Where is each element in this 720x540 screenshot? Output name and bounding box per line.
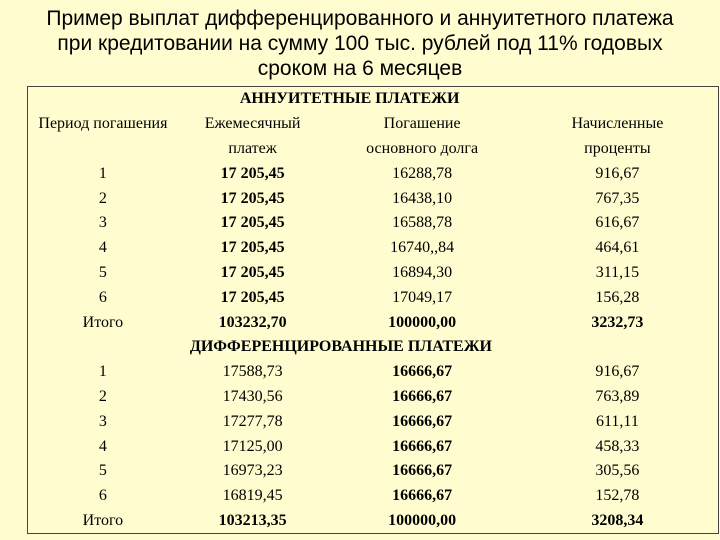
differentiated-period-cell: 5: [98, 462, 107, 480]
slide-title: [0, 6, 720, 81]
annuity-payment-cell: 17 205,45: [220, 288, 285, 306]
payments-table: [27, 86, 719, 534]
annuity-interest-cell: 767,35: [595, 189, 640, 207]
annuity-principal-cell: 17049,17: [392, 288, 453, 306]
differentiated-period-cell: 1: [98, 363, 107, 381]
header-principal-2: основного долга: [366, 139, 479, 157]
header-interest-2: проценты: [584, 139, 651, 157]
differentiated-total-row: [28, 509, 719, 534]
annuity-period-cell: 5: [98, 263, 107, 281]
annuity-interest-cell: 311,15: [595, 263, 640, 281]
annuity-principal-cell: 16894,30: [392, 263, 453, 281]
differentiated-interest-cell: 305,56: [595, 462, 640, 480]
annuity-period-cell: 6: [98, 288, 107, 306]
annuity-payment-cell: 17 205,45: [220, 214, 285, 232]
differentiated-principal-cell: 16666,67: [392, 412, 453, 430]
differentiated-row: [28, 385, 719, 410]
differentiated-principal-cell: 16666,67: [392, 462, 453, 480]
differentiated-row: [28, 409, 719, 434]
differentiated-payment-cell: 16973,23: [222, 462, 283, 480]
differentiated-payment-cell: 17588,73: [222, 363, 283, 381]
annuity-interest-cell: 616,67: [595, 214, 640, 232]
header-interest-1: Начисленные: [571, 115, 664, 133]
differentiated-period-cell: 6: [98, 487, 107, 505]
annuity-period-cell: 4: [98, 239, 107, 257]
annuity-total-row: [28, 310, 719, 335]
annuity-section-title: АННУИТЕТНЫЕ ПЛАТЕЖИ: [239, 90, 460, 108]
annuity-principal-cell: 16288,78: [392, 164, 453, 182]
annuity-total-principal-cell: 100000,00: [388, 313, 457, 331]
annuity-row: [28, 186, 719, 211]
differentiated-row: [28, 360, 719, 385]
differentiated-total-label-cell: Итого: [82, 511, 124, 529]
differentiated-principal-cell: 16666,67: [392, 437, 453, 455]
differentiated-row: [28, 484, 719, 509]
title-line-2: при кредитовании на сумму 100 тыс. рублей под 11% годовых: [57, 32, 663, 55]
annuity-row: [28, 161, 719, 186]
differentiated-payment-cell: 17430,56: [222, 387, 283, 405]
differentiated-interest-cell: 611,11: [596, 412, 639, 430]
differentiated-payment-cell: 16819,45: [222, 487, 283, 505]
header-row-1: [28, 112, 719, 137]
title-line-3: сроком на 6 месяцев: [257, 57, 463, 80]
header-row-2: [28, 137, 719, 162]
annuity-payment-cell: 17 205,45: [220, 189, 285, 207]
differentiated-payment-cell: 17277,78: [222, 412, 283, 430]
differentiated-section-title: ДИФФЕРЕНЦИРОВАННЫЕ ПЛАТЕЖИ: [189, 338, 492, 356]
header-monthly-2: платеж: [228, 139, 277, 157]
annuity-period-cell: 2: [98, 189, 107, 207]
annuity-interest-cell: 156,28: [595, 288, 640, 306]
annuity-principal-cell: 16438,10: [392, 189, 453, 207]
differentiated-total-payment-cell: 103213,35: [218, 511, 287, 529]
differentiated-payment-cell: 17125,00: [222, 437, 283, 455]
header-period: Период погашения: [38, 115, 168, 133]
differentiated-row: [28, 459, 719, 484]
differentiated-interest-cell: 763,89: [595, 387, 640, 405]
differentiated-interest-cell: 916,67: [595, 363, 640, 381]
title-line-1: Пример выплат дифференцированного и аннуитетного платежа: [46, 7, 674, 30]
annuity-interest-cell: 464,61: [595, 239, 640, 257]
differentiated-principal-cell: 16666,67: [392, 387, 453, 405]
annuity-total-label-cell: Итого: [82, 313, 124, 331]
differentiated-principal-cell: 16666,67: [392, 363, 453, 381]
annuity-total-interest-cell: 3232,73: [591, 313, 644, 331]
differentiated-period-cell: 4: [98, 437, 107, 455]
annuity-row: [28, 211, 719, 236]
annuity-section-row: [28, 87, 719, 112]
annuity-principal-cell: 16740,,84: [390, 239, 455, 257]
differentiated-principal-cell: 16666,67: [392, 487, 453, 505]
annuity-row: [28, 285, 719, 310]
annuity-row: [28, 261, 719, 286]
annuity-payment-cell: 17 205,45: [220, 239, 285, 257]
differentiated-total-interest-cell: 3208,34: [591, 511, 644, 529]
annuity-interest-cell: 916,67: [595, 164, 640, 182]
differentiated-interest-cell: 152,78: [595, 487, 640, 505]
annuity-principal-cell: 16588,78: [392, 214, 453, 232]
annuity-period-cell: 1: [98, 164, 107, 182]
annuity-row: [28, 236, 719, 261]
header-monthly-1: Ежемесячный: [204, 115, 301, 133]
header-principal-1: Погашение: [383, 115, 461, 133]
differentiated-row: [28, 434, 719, 459]
annuity-total-payment-cell: 103232,70: [218, 313, 287, 331]
differentiated-period-cell: 3: [98, 412, 107, 430]
differentiated-total-principal-cell: 100000,00: [388, 511, 457, 529]
annuity-payment-cell: 17 205,45: [220, 164, 285, 182]
annuity-period-cell: 3: [98, 214, 107, 232]
differentiated-period-cell: 2: [98, 387, 107, 405]
differentiated-section-row: [28, 335, 719, 360]
differentiated-interest-cell: 458,33: [595, 437, 640, 455]
annuity-payment-cell: 17 205,45: [220, 263, 285, 281]
